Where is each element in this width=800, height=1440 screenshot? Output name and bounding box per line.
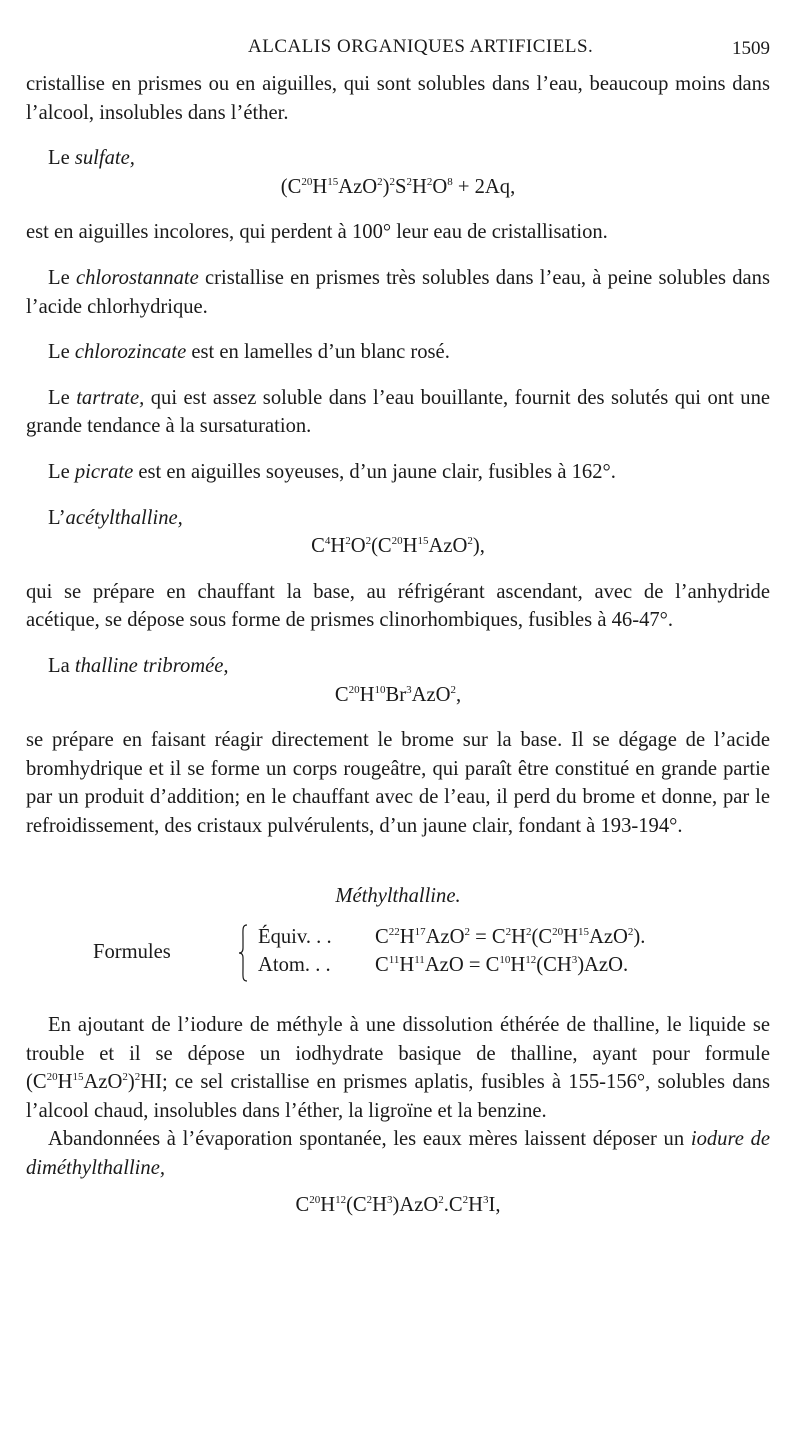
running-title: ALCALIS ORGANIQUES ARTIFICIELS. (248, 36, 594, 57)
tribromee-intro: La thalline tribromée, (48, 654, 229, 677)
section-title: Méthylthalline. (335, 885, 461, 908)
paragraph-tartrate: Le tartrate, qui est assez soluble dans l’eau bouillante, fournit des solutés qui ont une grande tendance à la sursaturation. (26, 386, 771, 438)
acetylthalline-intro: L’acétylthalline, (48, 506, 183, 529)
term-chlorostannate: chlorostannate (75, 266, 199, 289)
paragraph-chlorostannate: Le chlorostannate cristallise en prismes très solubles dans l’eau, à peine solubles dans l’acide chlorhydrique. (26, 266, 770, 318)
formula-atom: $C^{11}H^{11}AzO = C^{10}H^{12}(CH^3)AzO$. (375, 954, 629, 977)
page-number: 1509 (732, 38, 770, 59)
page-body (26, 70, 770, 1219)
term-iodure-dimethylthalline: iodure de diméthylthalline, (26, 1128, 771, 1180)
paragraph-iodure: En ajoutant de l’iodure de méthyle à une dissolution éthérée de thalline, le liquide se trouble et il se dépose un iodhydrate basique de thalline, ayant pour formule $(C^{20}H^{15}AzO^2)^2HI$; ce sel cristallise en prismes aplatis, fusibles à 155-156°, solubles dans l’alcool chaud, insolubles dans l’éther, la ligroïne et la benzine. (26, 1014, 770, 1122)
formula-iodure-dimethylthalline: $C^{20}H^{12}(C^2H^3)AzO^2.C^2H^3I$, (295, 1193, 501, 1216)
term-sulfate: sulfate, (74, 147, 135, 170)
paragraph-acetylthalline: qui se prépare en chauffant la base, au réfrigérant ascendant, avec de l’anhydride acétique, se dépose sous forme de prismes clinorhombiques, fusibles à 46-47°. (26, 580, 770, 632)
sulfate-intro: Le sulfate, (48, 147, 135, 170)
formula-equiv: $C^{22}H^{17}AzO^2 = C^2H^2(C^{20}H^{15}AzO^2)$. (375, 926, 646, 949)
term-thalline-tribromee: thalline tribromée, (74, 654, 229, 677)
formules-label: Formules (93, 941, 171, 964)
page-header (26, 36, 770, 62)
paragraph-eaux-meres: Abandonnées à l’évaporation spontanée, les eaux mères laissent déposer un iodure de diméthylthalline, (26, 1128, 771, 1180)
paragraph-picrate: Le picrate est en aiguilles soyeuses, d’un jaune clair, fusibles à 162°. (48, 460, 616, 483)
equiv-label: Équiv. . . (258, 926, 332, 949)
paragraph-chlorozincate: Le chlorozincate est en lamelles d’un blanc rosé. (48, 341, 450, 364)
term-tartrate: tartrate, (76, 386, 145, 409)
term-chlorozincate: chlorozincate (74, 341, 187, 364)
formules-block (26, 921, 770, 985)
brace-icon (238, 924, 248, 982)
paragraph-cristallise: cristallise en prismes ou en aiguilles, qui sont solubles dans l’eau, beaucoup moins dans l’alcool, insolubles dans l’éther. (26, 73, 770, 124)
term-picrate: picrate (74, 460, 134, 483)
formula-acetylthalline: $C^4H^2O^2(C^{20}H^{15}AzO^2)$, (311, 535, 485, 558)
formula-sulfate: $(C^{20}H^{15}AzO^2)^2S^2H^2O^8 + 2Aq$, (280, 175, 516, 198)
formula-tribromee: $C^{20}H^{10}Br^3AzO^2$, (334, 683, 462, 706)
atom-label: Atom. . . (258, 954, 331, 977)
paragraph-tribromee: se prépare en faisant réagir directement le brome sur la base. Il se dégage de l’acide bromhydrique et il se forme un corps rougeâtre, qui paraît être constitué en grande partie par un produit d’addition; en le chauffant avec de l’eau, il perd du brome et donne, par le refroidissement, des cristaux pulvérulents, d’un jaune clair, fondant à 193-194°. (26, 729, 770, 837)
term-acetylthalline: acétylthalline, (65, 506, 183, 529)
paragraph-sulfate: est en aiguilles incolores, qui perdent à 100° leur eau de cristallisation. (26, 221, 608, 244)
